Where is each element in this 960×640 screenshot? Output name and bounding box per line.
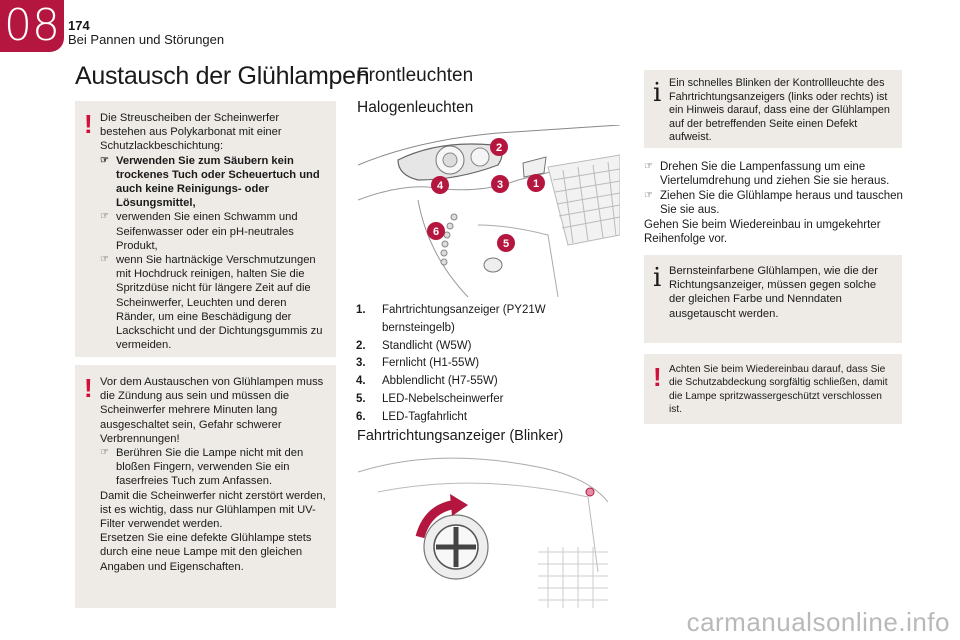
warning-intro: Vor dem Austauschen von Glühlampen muss die Zündung aus sein und müssen die Scheinwerfer mehrere Minuten lang ausgeschaltet sein, Gefahr schwerer Verbrennungen! (100, 376, 324, 445)
grille (548, 155, 620, 245)
chapter-tab: 08 (0, 0, 64, 52)
warning-list (100, 154, 326, 353)
section-title-halogen: Halogenleuchten (357, 99, 474, 116)
legend-item (356, 373, 591, 391)
info-box-amber-bulbs (644, 255, 902, 343)
chapter-title: Bei Pannen und Störungen (68, 32, 225, 47)
headlight-illustration (358, 125, 620, 297)
info-box-fast-blink (644, 70, 902, 148)
legend-text: LED-Nebelscheinwerfer (382, 392, 504, 405)
legend-text: LED-Tagfahrlicht (382, 410, 468, 423)
callout-2: 2 (495, 142, 503, 154)
legend-item (356, 409, 591, 427)
warning-box-burn (75, 365, 336, 608)
warning-item: ☞ Verwenden Sie zum Säubern kein trockenes Tuch oder Scheuertuch und auch keine Reinigungs- oder Lösungsmittel, (100, 154, 326, 211)
page-title: Austausch der Glühlampen (75, 62, 370, 90)
legend-number: 4. (356, 375, 366, 388)
legend-number: 5. (356, 392, 366, 405)
legend-text: Fahrtrichtungsanzeiger (PY21W bernsteingelb) (382, 304, 546, 334)
indicator-bulb-illustration (358, 452, 620, 608)
steps-paragraph: Gehen Sie beim Wiedereinbau in umgekehrter Reihenfolge vor. (644, 218, 881, 246)
warning-icon: ! (653, 362, 662, 392)
section-title-frontleuchten: Frontleuchten (357, 65, 474, 86)
warning-item: ☞ Berühren Sie die Lampe nicht mit den bloßen Fingern, verwenden Sie ein faserfreies Tuch zum Anfassen. (100, 446, 326, 489)
info-icon: i (653, 263, 662, 293)
step-item: ☞ Drehen Sie die Lampenfassung um eine Viertelumdrehung und ziehen Sie sie heraus. (644, 160, 906, 189)
warning-icon: ! (84, 373, 93, 403)
section-title-blinker: Fahrtrichtungsanzeiger (Blinker) (357, 428, 564, 444)
callout-5: 5 (502, 238, 510, 250)
legend-item (356, 302, 591, 338)
housing-ribs (538, 547, 608, 608)
warning-box-protective-cover (644, 354, 902, 424)
legend-number: 1. (356, 304, 366, 316)
callout-3: 3 (496, 179, 504, 191)
warning-intro: Die Streuscheiben der Scheinwerfer bestehen aus Polykarbonat mit einer Schutzlackbeschichtung: (100, 112, 282, 153)
warning-text: Achten Sie beim Wiedereinbau darauf, dass Sie die Schutzabdeckung sorgfältig schließen, damit die Lampe spritzwassergeschützt verschlossen ist. (669, 364, 888, 416)
callout-1: 1 (532, 178, 540, 190)
warning-item: ☞ wenn Sie hartnäckige Verschmutzungen mit Hochdruck reinigen, halten Sie die Spritzdüse nicht für längere Zeit auf die Scheinwerfer, Leuchten und deren Ränder, um eine Beschädigung der Lackschicht und der Dichtungsgummis zu vermeiden. (100, 253, 326, 352)
info-text: Ein schnelles Blinken der Kontrollleuchte des Fahrtrichtungsanzeigers (links oder rechts) ist ein Hinweis darauf, dass eine der Glühlampen auf der betreffenden Seite einen Defekt aufweist. (669, 77, 890, 144)
callout-6: 6 (432, 226, 440, 238)
warning-item: ☞ verwenden Sie einen Schwamm und Seifenwasser oder ein pH-neutrales Produkt, (100, 210, 326, 253)
legend-number: 6. (356, 410, 366, 423)
warning-list (100, 446, 326, 489)
legend-text: Standlicht (W5W) (382, 339, 472, 352)
callout-4: 4 (436, 180, 444, 192)
steps-list (644, 160, 906, 218)
info-icon: i (653, 78, 662, 108)
legend-item (356, 338, 591, 356)
warning-icon: ! (84, 109, 93, 139)
warning-paragraph: Ersetzen Sie eine defekte Glühlampe stets durch eine neue Lampe mit den gleichen Angaben und Eigenschaften. (100, 532, 312, 573)
legend-number: 2. (356, 339, 366, 352)
warning-paragraph: Damit die Scheinwerfer nicht zerstört werden, ist es wichtig, dass nur Glühlampen mit UV-Filter verwendet werden. (100, 489, 326, 531)
legend-number: 3. (356, 357, 366, 370)
legend-text: Fernlicht (H1-55W) (382, 357, 480, 370)
warning-box-lens-care (75, 101, 336, 357)
replacement-steps (644, 160, 906, 246)
bulb-legend (356, 302, 591, 427)
watermark: carmanualsonline.info (686, 607, 950, 637)
drl-led-strip (441, 214, 457, 265)
step-item: ☞ Ziehen Sie die Glühlampe heraus und tauschen Sie sie aus. (644, 189, 906, 218)
legend-item (356, 391, 591, 409)
page-number: 174 (68, 18, 90, 33)
info-text: Bernsteinfarbene Glühlampen, wie die der Richtungsanzeiger, müssen gegen solche der gleichen Farbe und Nenndaten ausgetauscht werden. (669, 265, 878, 320)
legend-text: Abblendlicht (H7-55W) (382, 375, 498, 388)
legend-item (356, 355, 591, 373)
